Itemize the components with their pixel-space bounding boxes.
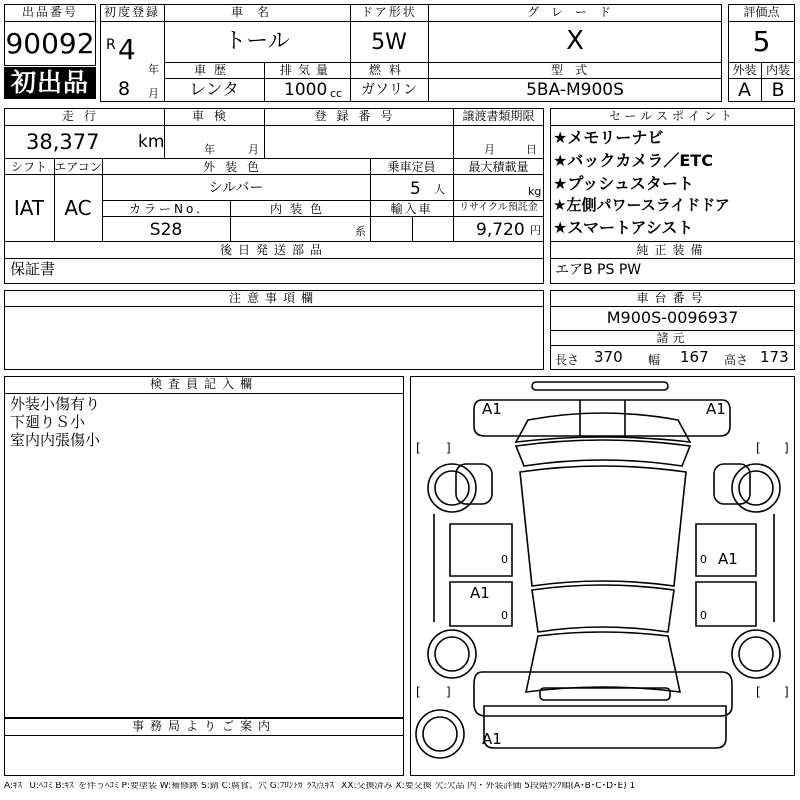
- length-label: 長さ: [555, 353, 580, 367]
- history-label: 車歴: [193, 63, 234, 77]
- mark-door-left: 0: [501, 553, 508, 566]
- sales-points-label: セールスポイント: [609, 109, 736, 123]
- mark-rear: A1: [482, 730, 502, 748]
- inspector-label: 検査員記入欄: [149, 377, 258, 391]
- width-label: 幅: [648, 353, 661, 367]
- exterior-grade: A: [738, 79, 751, 101]
- inspection-label: 車検: [191, 109, 236, 123]
- car-diagram: [410, 376, 795, 776]
- dims-label: 諸元: [656, 331, 689, 345]
- equipment-label: 純正装備: [636, 243, 709, 257]
- mark-door-right: 0: [700, 553, 707, 566]
- model-value: 5BA-M900S: [526, 80, 624, 100]
- max-load-unit: kg: [528, 185, 542, 198]
- car-name-label: 車名: [230, 5, 283, 19]
- mark-front-left: A1: [482, 400, 502, 418]
- legend: A:ｷｽﾞ U:ﾍｺﾐ B:ｷｽﾞを伴うﾍｺﾐ P:要塗装 W:補修跡 S:錆 C:腐食、穴 G:ﾌﾛﾝﾄｶﾞﾗｽ点ｷｽﾞ XX:交換済み X:要交換 欠:欠品 内・外装評価 5段階ﾗﾝｸ順(A･B･C･D･E) 1: [4, 782, 636, 791]
- svg-text:]: ]: [446, 441, 451, 455]
- color-label: 外装色: [202, 160, 269, 174]
- grade-label: グレード: [526, 5, 623, 19]
- office-label: 事務局よりご案内: [131, 719, 276, 733]
- displacement-value: 1000: [284, 80, 328, 100]
- history-value: レンタ: [189, 80, 239, 100]
- notes-label: 注意事項欄: [228, 291, 319, 305]
- reg-month: 8: [118, 78, 131, 100]
- inspector-note: 下廻りＳ小: [10, 413, 86, 431]
- later-parts-label: 後日発送部品: [219, 243, 328, 257]
- mark-front-right: A1: [706, 400, 726, 418]
- mark-right-side: A1: [718, 550, 738, 568]
- door-value: 5W: [371, 30, 407, 55]
- displacement-label: 排気量: [279, 63, 334, 77]
- era: R: [106, 37, 116, 53]
- shift-label: シフト: [10, 160, 47, 174]
- svg-text:]: ]: [446, 685, 451, 699]
- capacity-value: 5: [410, 179, 421, 199]
- recycle-unit: 円: [530, 224, 541, 237]
- svg-text:[: [: [416, 441, 421, 455]
- car-name: トール: [224, 29, 290, 54]
- lot-number: 90092: [5, 27, 95, 60]
- max-load-label: 最大積載量: [468, 160, 529, 174]
- inspection-month-unit: 月: [248, 143, 259, 156]
- inspector-note: 外装小傷有り: [10, 395, 101, 413]
- inspection-year-unit: 年: [204, 143, 215, 156]
- transfer-month-unit: 月: [484, 143, 495, 156]
- exterior-grade-label: 外装: [732, 63, 757, 77]
- color-no-label: カラーNo.: [129, 202, 203, 216]
- month-unit: 月: [148, 87, 159, 100]
- recycle-label: リサイクル預託金: [459, 202, 538, 213]
- plate-label: 登録番号: [314, 109, 403, 123]
- later-parts-value: 保証書: [10, 260, 56, 278]
- interior-color-label: 内装色: [269, 202, 330, 216]
- sales-point-item: ★メモリーナビ: [553, 128, 664, 147]
- sales-point-item: ★バックカメラ／ETC: [553, 151, 713, 170]
- mileage-unit: km: [138, 132, 165, 152]
- lot-label: 出品番号: [21, 5, 78, 19]
- transfer-day-unit: 日: [526, 143, 537, 156]
- ac-value: AC: [64, 196, 92, 220]
- first-listing-badge: 初出品: [4, 67, 96, 99]
- fuel-label: 燃料: [368, 63, 409, 77]
- svg-text:[: [: [756, 441, 761, 455]
- displacement-unit: cc: [330, 87, 343, 100]
- sales-point-item: ★プッシュスタート: [553, 174, 694, 193]
- color-value: シルバー: [208, 180, 264, 196]
- recycle-value: 9,720: [476, 220, 525, 240]
- svg-text:[: [: [756, 685, 761, 699]
- reg-label: 初度登録: [103, 5, 160, 19]
- mark-door-right2: 0: [700, 609, 707, 622]
- ac-label: エアコン: [54, 160, 102, 174]
- color-no-value: S28: [149, 220, 183, 240]
- equipment-value: エアB PS PW: [555, 262, 642, 278]
- svg-text:[: [: [416, 685, 421, 699]
- capacity-label: 乗車定員: [387, 160, 436, 174]
- grade-value: X: [566, 26, 584, 56]
- mark-door-left2: 0: [501, 609, 508, 622]
- import-label: 輸入車: [390, 202, 433, 216]
- score-label: 評価点: [743, 5, 780, 19]
- mark-left-side: A1: [470, 584, 490, 602]
- score-value: 5: [752, 25, 771, 58]
- transfer-label: 譲渡書類期限: [462, 109, 535, 123]
- reg-year: 4: [118, 33, 136, 66]
- svg-text:]: ]: [784, 685, 789, 699]
- sales-point-item: ★左側パワースライドドア: [553, 196, 730, 214]
- interior-grade-label: 内装: [765, 63, 790, 77]
- shift-value: IAT: [13, 196, 45, 220]
- width-value: 167: [680, 348, 709, 366]
- door-label: ドア形状: [361, 5, 417, 19]
- interior-grade: B: [771, 79, 785, 101]
- year-unit: 年: [148, 63, 159, 76]
- mileage-value: 38,377: [26, 130, 100, 154]
- fuel-value: ガソリン: [361, 82, 417, 98]
- chassis-value: M900S-0096937: [606, 308, 739, 327]
- height-label: 高さ: [724, 353, 749, 367]
- inspector-note: 室内内張傷小: [10, 431, 101, 449]
- model-label: 型式: [550, 63, 599, 77]
- length-value: 370: [594, 348, 623, 366]
- chassis-label: 車台番号: [636, 291, 709, 305]
- mileage-label: 走行: [61, 109, 106, 123]
- svg-text:]: ]: [784, 441, 789, 455]
- interior-color-unit: 系: [355, 225, 366, 238]
- sales-point-item: ★スマートアシスト: [553, 218, 694, 237]
- capacity-unit: 人: [434, 183, 445, 196]
- height-value: 173: [760, 348, 789, 366]
